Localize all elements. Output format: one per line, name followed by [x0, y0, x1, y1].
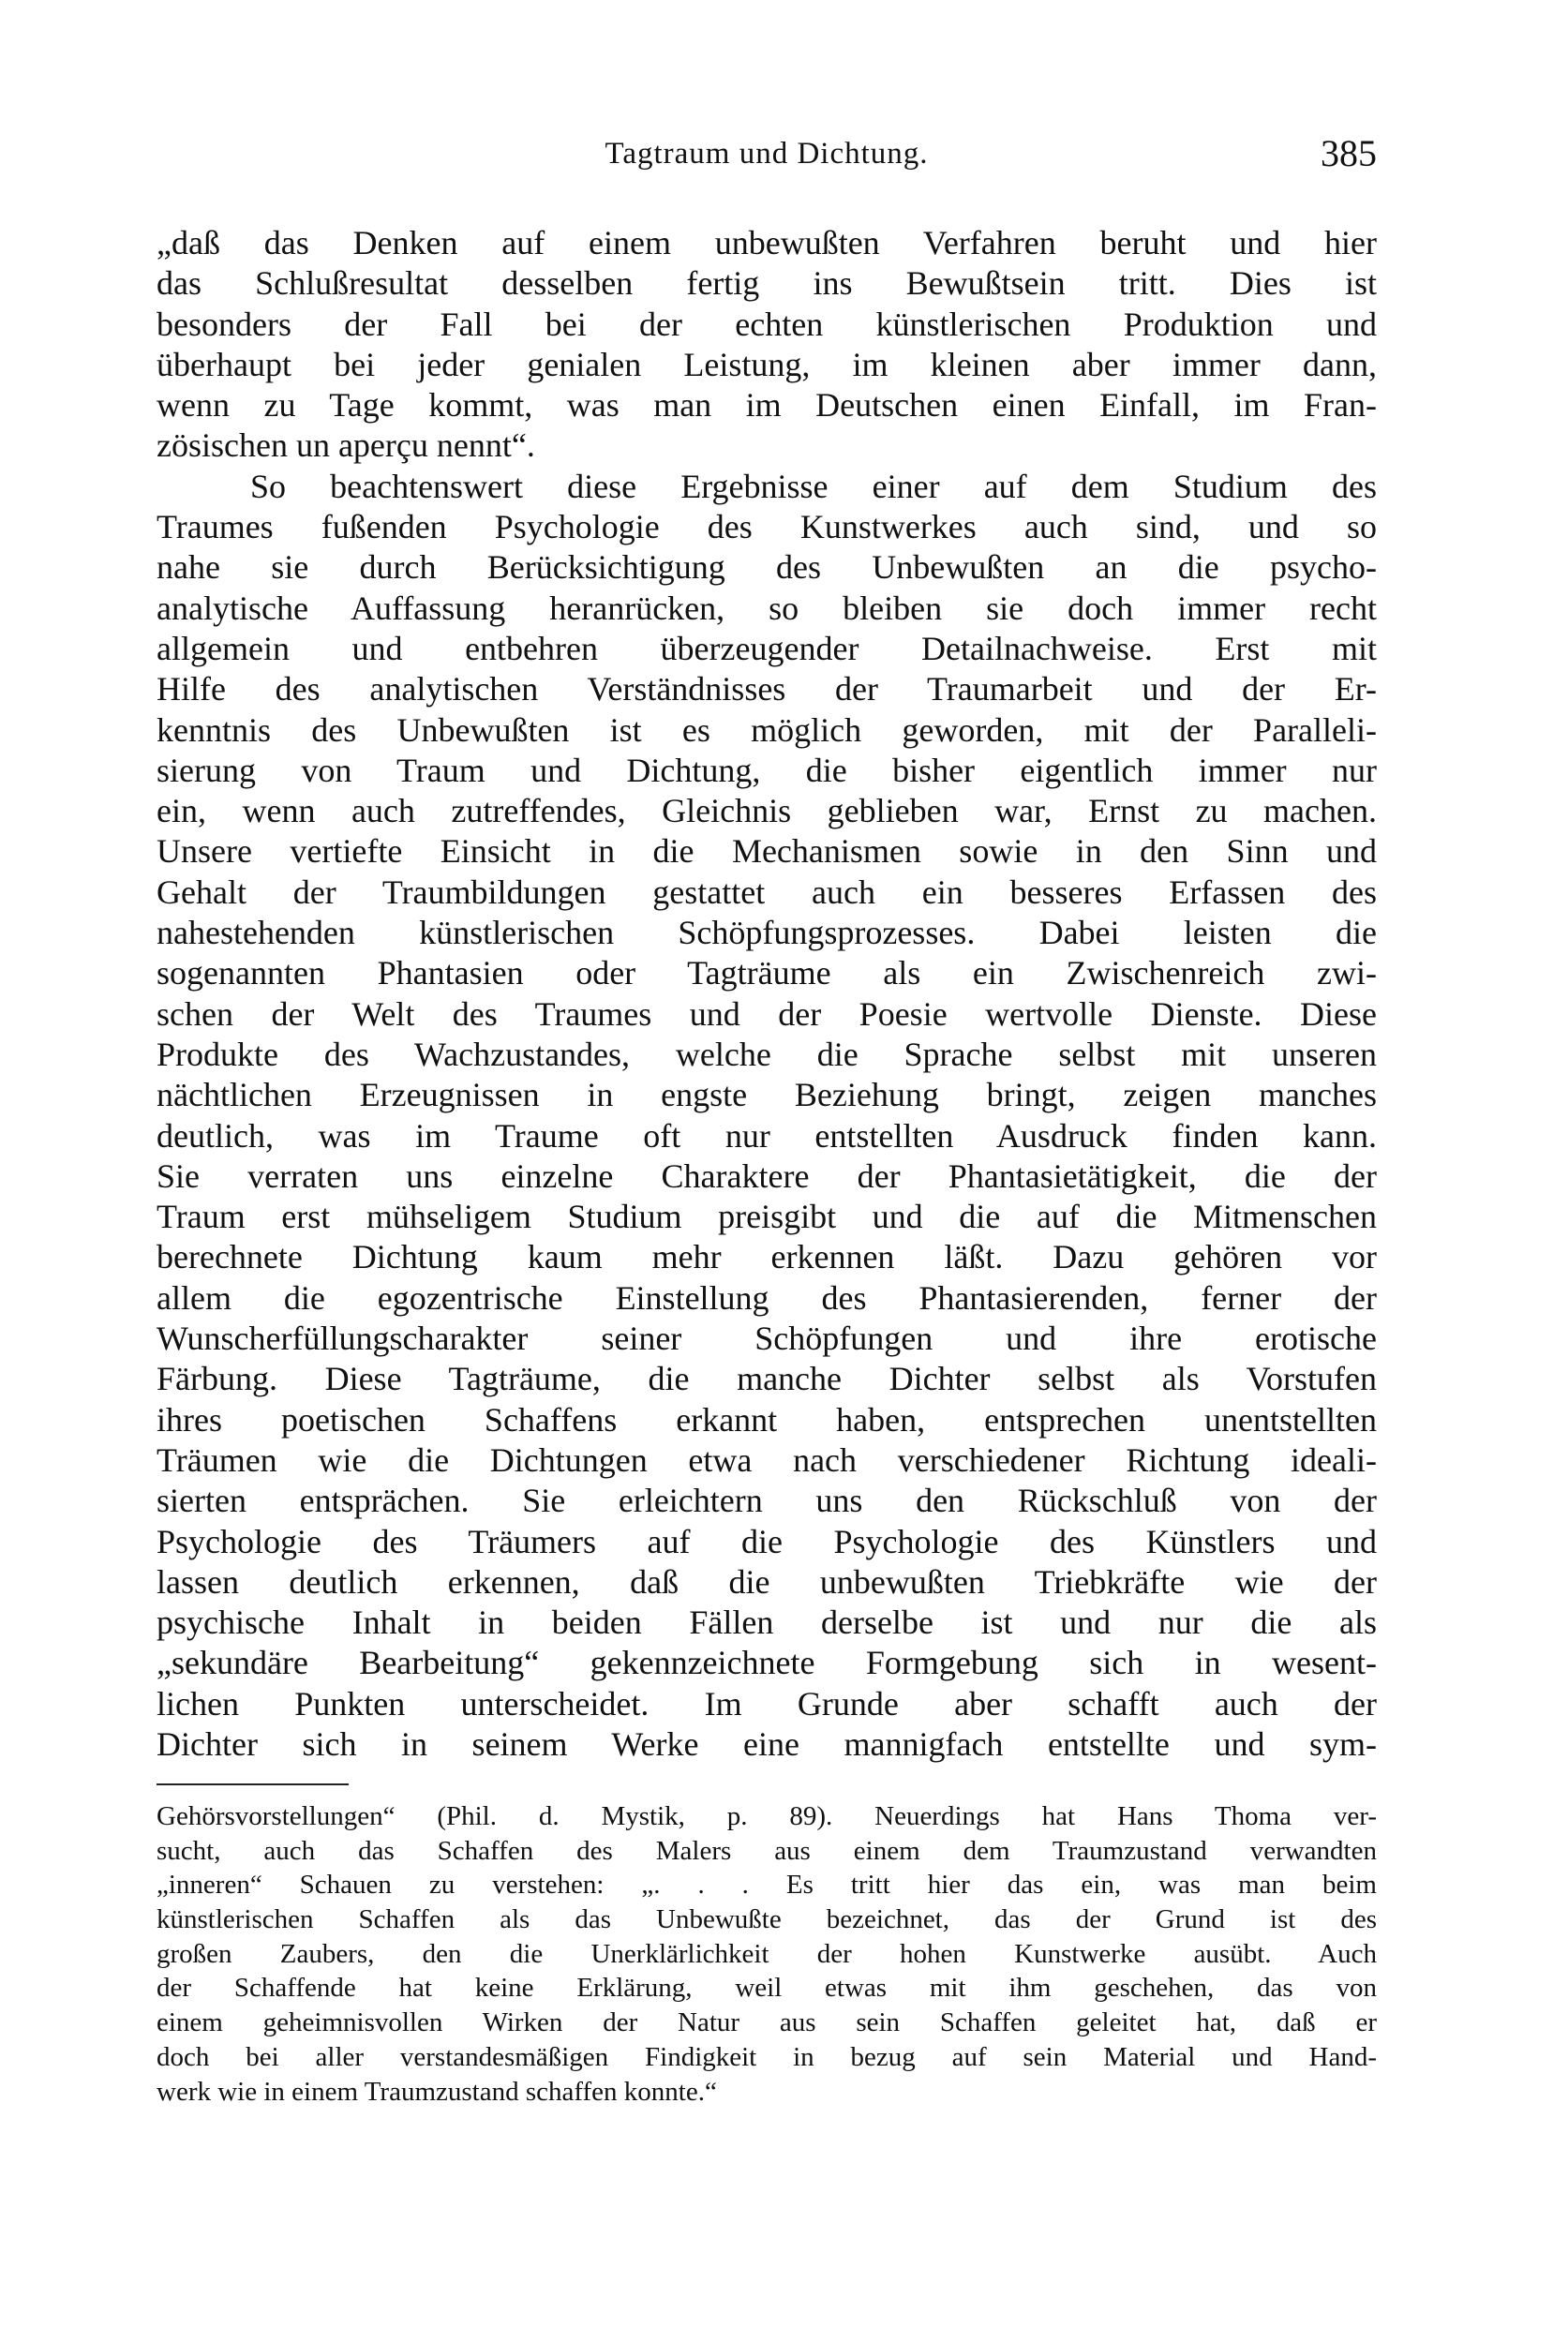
- body-line: besonders der Fall bei der echten künstlerischen Produktion und: [157, 305, 1377, 343]
- body-line: „sekundäre Bearbeitung“ gekennzeichnete Formgebung sich in wesent-: [157, 1644, 1377, 1682]
- body-line: schen der Welt des Traumes und der Poesie wertvolle Dienste. Diese: [157, 994, 1377, 1033]
- footnote-line: doch bei aller verstandesmäßigen Findigkeit in bezug auf sein Material und Hand-: [157, 2041, 1377, 2072]
- body-line: nächtlichen Erzeugnissen in engste Beziehung bringt, zeigen manches: [157, 1076, 1377, 1114]
- body-line: sierten entsprächen. Sie erleichtern uns den Rückschluß von der: [157, 1482, 1377, 1520]
- body-line: kenntnis des Unbewußten ist es möglich geworden, mit der Paralleli-: [157, 710, 1377, 749]
- body-line: allem die egozentrische Einstellung des Phantasierenden, ferner der: [157, 1278, 1377, 1317]
- body-line: lassen deutlich erkennen, daß die unbewußten Triebkräfte wie der: [157, 1562, 1377, 1601]
- footnote-line: Gehörsvorstellungen“ (Phil. d. Mystik, p. 89). Neuerdings hat Hans Thoma ver-: [157, 1801, 1377, 1831]
- running-title: Tagtraum und Dichtung.: [605, 137, 929, 171]
- body-line: sogenannten Phantasien oder Tagträume als ein Zwischenreich zwi-: [157, 954, 1377, 992]
- body-line: Unsere vertiefte Einsicht in die Mechanismen sowie in den Sinn und: [157, 832, 1377, 871]
- body-line: analytische Auffassung heranrücken, so bleiben sie doch immer recht: [157, 589, 1377, 627]
- body-line: „daß das Denken auf einem unbewußten Verfahren beruht und hier: [157, 224, 1377, 261]
- footnote-text: [157, 1799, 1377, 2109]
- body-line: Gehalt der Traumbildungen gestattet auch ein besseres Erfassen des: [157, 873, 1377, 911]
- body-line: psychische Inhalt in beiden Fällen derselbe ist und nur die als: [157, 1604, 1377, 1642]
- body-line: ihres poetischen Schaffens erkannt haben, entsprechen unentstellten: [157, 1400, 1377, 1439]
- body-line: Wunscherfüllungscharakter seiner Schöpfungen und ihre erotische: [157, 1320, 1377, 1358]
- page-number: 385: [1321, 132, 1377, 174]
- body-line: zösischen un aperçu nennt“.: [157, 426, 535, 465]
- footnote-line: werk wie in einem Traumzustand schaffen konnte.“: [157, 2076, 717, 2107]
- body-line: überhaupt bei jeder genialen Leistung, im kleinen aber immer dann,: [157, 345, 1377, 383]
- footnote-line: der Schaffende hat keine Erklärung, weil etwas mit ihm geschehen, das von: [157, 1973, 1377, 2004]
- body-line: Färbung. Diese Tagträume, die manche Dichter selbst als Vorstufen: [157, 1360, 1377, 1398]
- body-line: Traumes fußenden Psychologie des Kunstwerkes auch sind, und so: [157, 508, 1377, 546]
- body-line: Traum erst mühseligem Studium preisgibt und die auf die Mitmenschen: [157, 1198, 1377, 1236]
- body-line: Produkte des Wachzustandes, welche die Sprache selbst mit unseren: [157, 1035, 1377, 1073]
- page-header: [157, 131, 1377, 178]
- body-line: berechnete Dichtung kaum mehr erkennen läßt. Dazu gehören vor: [157, 1238, 1377, 1276]
- footnote-line: „inneren“ Schauen zu verstehen: „. . . Es tritt hier das ein, was man beim: [157, 1870, 1377, 1901]
- body-line: Träumen wie die Dichtungen etwa nach verschiedener Richtung ideali-: [157, 1440, 1377, 1479]
- footnote-divider: [157, 1783, 349, 1785]
- body-line: Dichter sich in seinem Werke eine mannigfach entstellte und sym-: [157, 1724, 1377, 1763]
- footnote-line: großen Zaubers, den die Unerklärlichkeit der hohen Kunstwerke ausübt. Auch: [157, 1938, 1377, 1969]
- body-line: nahe sie durch Berücksichtigung des Unbewußten an die psycho-: [157, 548, 1377, 587]
- footnote-line: sucht, auch das Schaffen des Malers aus einem dem Traumzustand verwandten: [157, 1835, 1377, 1866]
- body-line: nahestehenden künstlerischen Schöpfungsprozesses. Dabei leisten die: [157, 914, 1377, 952]
- body-text: [157, 223, 1377, 1765]
- body-line: ein, wenn auch zutreffendes, Gleichnis geblieben war, Ernst zu machen.: [157, 792, 1377, 830]
- body-line: sierung von Traum und Dichtung, die bisher eigentlich immer nur: [157, 751, 1377, 789]
- body-line: das Schlußresultat desselben fertig ins Bewußtsein tritt. Dies ist: [157, 264, 1377, 303]
- body-line: lichen Punkten unterscheidet. Im Grunde aber schafft auch der: [157, 1684, 1377, 1723]
- footnote-line: einem geheimnisvollen Wirken der Natur aus sein Schaffen geleitet hat, daß er: [157, 2007, 1377, 2038]
- body-line: So beachtenswert diese Ergebnisse einer auf dem Studium des: [250, 467, 1377, 505]
- body-line: allgemein und entbehren überzeugender Detailnachweise. Erst mit: [157, 629, 1377, 667]
- footnote-line: künstlerischen Schaffen als das Unbewußte bezeichnet, das der Grund ist des: [157, 1904, 1377, 1935]
- body-line: Psychologie des Träumers auf die Psychologie des Künstlers und: [157, 1522, 1377, 1560]
- body-line: Hilfe des analytischen Verständnisses der Traumarbeit und der Er-: [157, 670, 1377, 709]
- body-line: wenn zu Tage kommt, was man im Deutschen einen Einfall, im Fran-: [157, 386, 1377, 425]
- body-line: Sie verraten uns einzelne Charaktere der Phantasietätigkeit, die der: [157, 1156, 1377, 1195]
- body-line: deutlich, was im Traume oft nur entstellten Ausdruck finden kann.: [157, 1116, 1377, 1155]
